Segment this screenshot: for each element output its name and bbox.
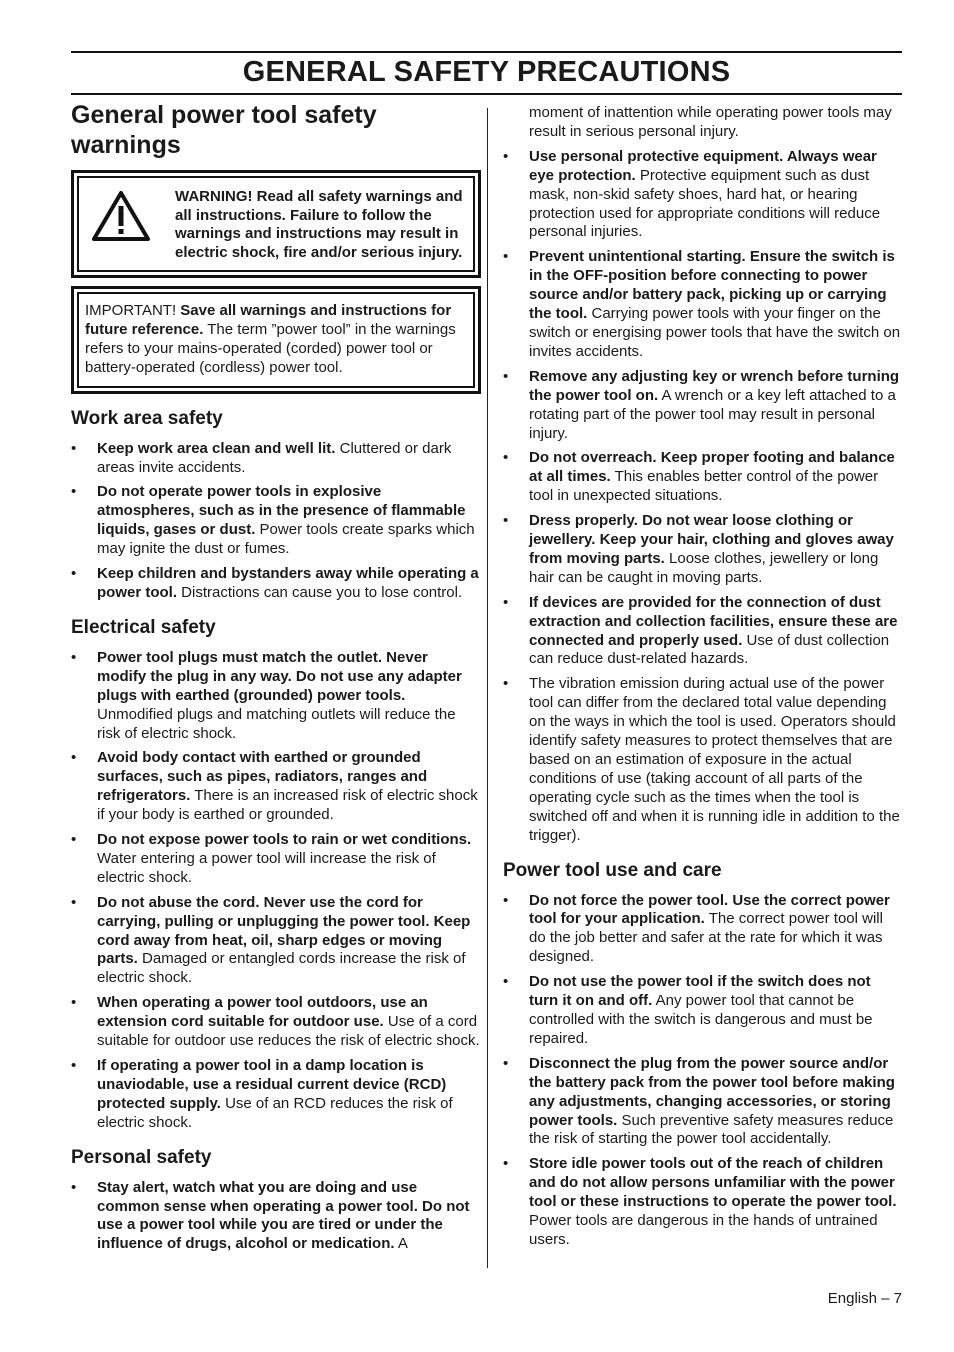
personal-list-left [71, 1179, 481, 1255]
page-title: GENERAL SAFETY PRECAUTIONS [242, 56, 731, 88]
list-item: • The vibration emission during actual use of the power tool can differ from the declared total value depending on the ways in which the tool is used. Operators should identify safety measures to protect themselves that are based on an estimation of exposure in the actual conditions of use (taking account of all parts of the operating cycle such as the times when the tool is switched off and when it is running idle in addition to the trigger). [503, 675, 903, 845]
right-column [503, 104, 903, 1256]
list-item: • Keep children and bystanders away while operating a power tool. Distractions can cause you to lose control. [71, 565, 481, 603]
personal-list-right [503, 148, 903, 846]
use-care-list [503, 892, 903, 1250]
list-item: • Avoid body contact with earthed or grounded surfaces, such as pipes, radiators, ranges and refrigerators. There is an increased risk of electric shock if your body is earthed or grounded. [71, 749, 481, 825]
heading-electrical-safety: Electrical safety [71, 616, 216, 638]
list-item: • Use personal protective equipment. Always wear eye protection. Protective equipment such as dust mask, non-skid safety shoes, hard hat, or hearing protection used for appropriate conditions will reduce personal injuries. [503, 148, 903, 243]
list-item: • Stay alert, watch what you are doing and use common sense when operating a power tool. Do not use a power tool while you are tired or under the influence of drugs, alcohol or medication. A [71, 1179, 481, 1255]
list-item: • Remove any adjusting key or wrench before turning the power tool on. A wrench or a key left attached to a rotating part of the power tool may result in personal injury. [503, 368, 903, 444]
list-item-continuation: moment of inattention while operating power tools may result in serious personal injury. [529, 104, 892, 140]
list-item: • Do not overreach. Keep proper footing and balance at all times. This enables better control of the power tool in unexpected situations. [503, 449, 903, 506]
header-top-rule [71, 51, 902, 53]
warning-text: WARNING! Read all safety warnings and all instructions. Failure to follow the warnings and instructions may result in electric shock, fire and/or serious injury. [175, 188, 463, 261]
page-number: English – 7 [827, 1290, 902, 1307]
important-text: IMPORTANT! Save all warnings and instructions for future reference. The term ”power tool” in the warnings refers to your mains-operated (corded) power tool or battery-operated (cordless) power tool. [77, 292, 475, 388]
heading-work-area-safety: Work area safety [71, 407, 223, 429]
important-box [71, 286, 481, 394]
list-item: • Prevent unintentional starting. Ensure the switch is in the OFF-position before connecting to power source and/or battery pack, picking up or carrying the tool. Carrying power tools with your finger on the switch or energising power tools that have the switch on invites accidents. [503, 248, 903, 361]
list-item: • Power tool plugs must match the outlet. Never modify the plug in any way. Do not use any adapter plugs with earthed (grounded) power tools. Unmodified plugs and matching outlets will reduce the risk of electric shock. [71, 649, 481, 744]
heading-power-tool-use-and-care: Power tool use and care [503, 859, 722, 881]
list-item: • Dress properly. Do not wear loose clothing or jewellery. Keep your hair, clothing and gloves away from moving parts. Loose clothes, jewellery or long hair can be caught in moving parts. [503, 512, 903, 588]
list-item: • Store idle power tools out of the reach of children and do not allow persons unfamiliar with the power tool or these instructions to operate the power tool. Power tools are dangerous in the hands of untrained users. [503, 1155, 903, 1250]
list-item: • If operating a power tool in a damp location is unaviodable, use a residual current device (RCD) protected supply. Use of an RCD reduces the risk of electric shock. [71, 1057, 481, 1133]
list-item: • Keep work area clean and well lit. Cluttered or dark areas invite accidents. [71, 440, 481, 478]
list-item: • When operating a power tool outdoors, use an extension cord suitable for outdoor use. Use of a cord suitable for outdoor use reduces the risk of electric shock. [71, 994, 481, 1051]
list-item: • Do not operate power tools in explosive atmospheres, such as in the presence of flammable liquids, gases or dust. Power tools create sparks which may ignite the dust or fumes. [71, 483, 481, 559]
list-item: • Do not abuse the cord. Never use the cord for carrying, pulling or unplugging the power tool. Keep cord away from heat, oil, sharp edges or moving parts. Damaged or entangled cords increase the risk of electric shock. [71, 894, 481, 989]
left-column [71, 100, 481, 1260]
electrical-list [71, 649, 481, 1133]
warning-box [71, 170, 481, 278]
list-item: • If devices are provided for the connection of dust extraction and collection facilities, ensure these are connected and properly used. Use of dust collection can reduce dust-related hazards. [503, 594, 903, 670]
list-item: • Do not use the power tool if the switch does not turn it on and off. Any power tool that cannot be controlled with the switch is dangerous and must be repaired. [503, 973, 903, 1049]
header-bottom-rule [71, 93, 902, 95]
heading-personal-safety: Personal safety [71, 1146, 212, 1168]
column-divider [487, 108, 488, 1268]
work-area-list [71, 440, 481, 603]
list-item: • Disconnect the plug from the power source and/or the battery pack from the power tool before making any adjustments, changing accessories, or storing power tools. Such preventive safety measures reduce the risk of starting the power tool accidentally. [503, 1055, 903, 1150]
list-item: • Do not expose power tools to rain or wet conditions. Water entering a power tool will increase the risk of electric shock. [71, 831, 481, 888]
section-title: General power tool safety warnings [71, 101, 377, 159]
warning-triangle-icon [91, 190, 151, 242]
list-item: • Do not force the power tool. Use the correct power tool for your application. The correct power tool will do the job better and safer at the rate for which it was designed. [503, 892, 903, 968]
